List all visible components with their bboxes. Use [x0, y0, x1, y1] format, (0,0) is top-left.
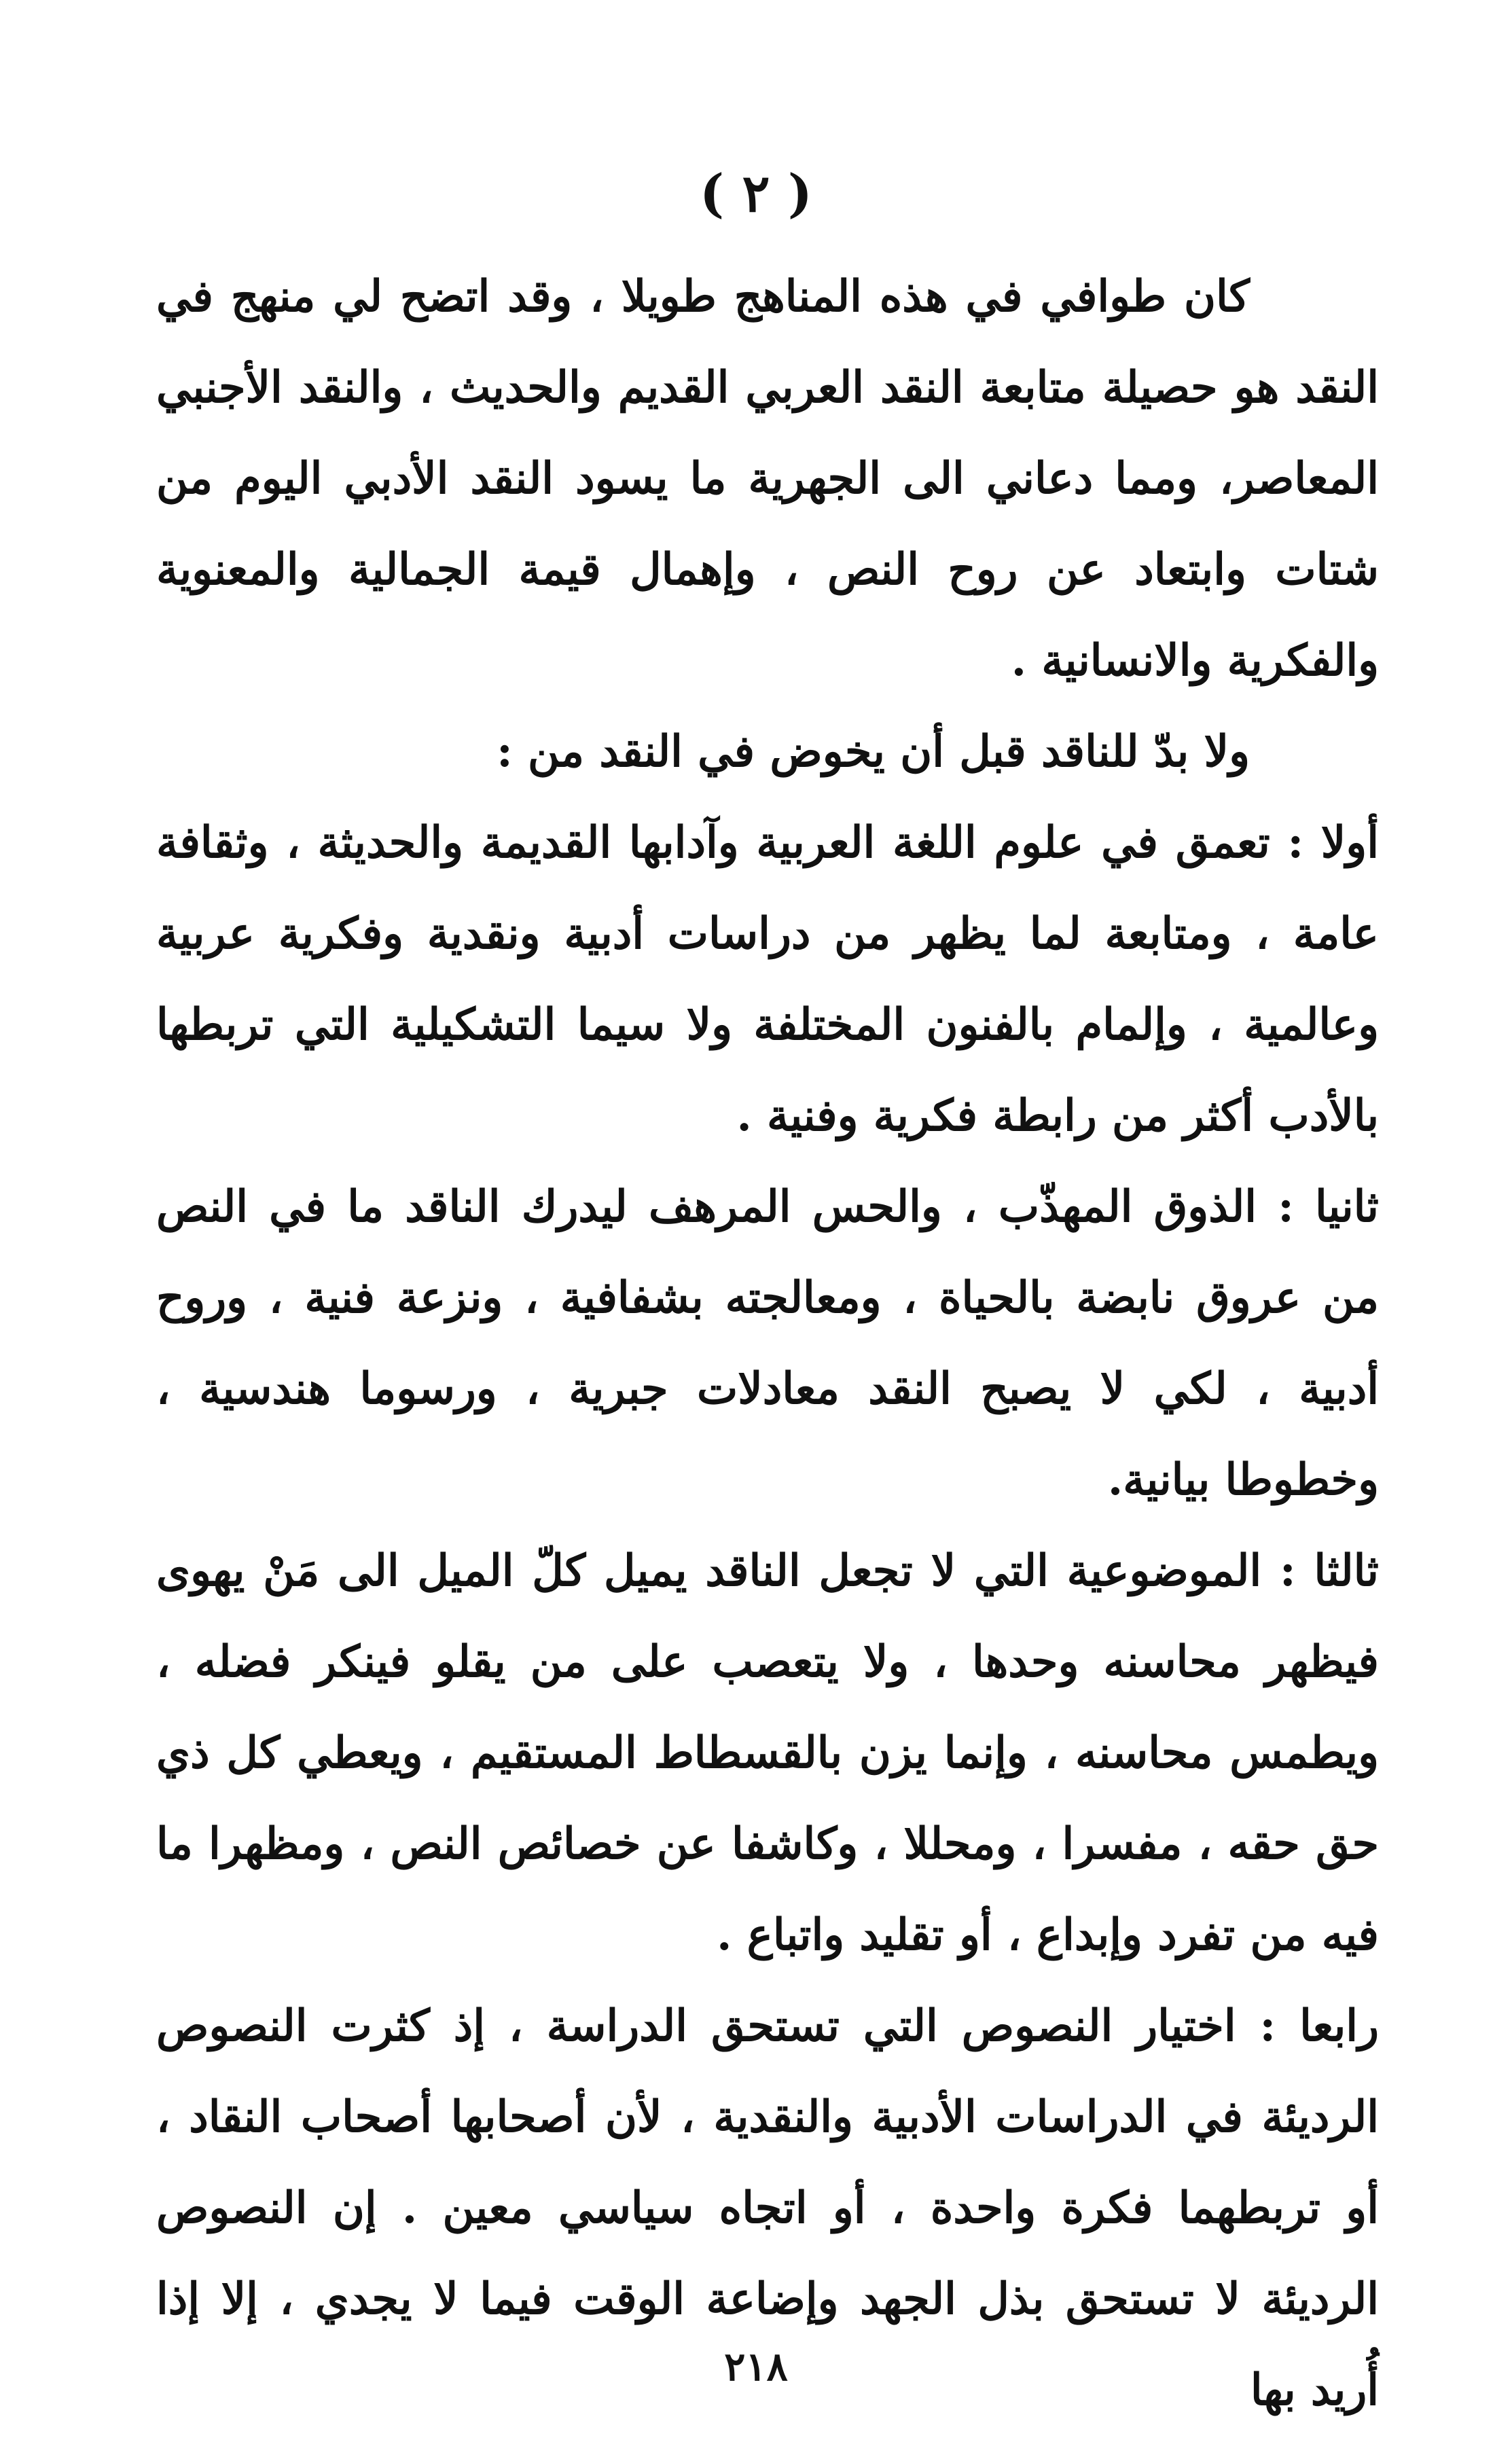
paragraph-third: ثالثا : الموضوعية التي لا تجعل الناقد يميل كلّ الميل الى مَنْ يهوى فيظهر محاسنه وحدها ، ولا يتعصب على من يقلو فينكر فضله ، ويطمس محاسنه ، وإنما يزن بالقسطاط المستقيم ، ويعطي كل ذي حق حقه ، مفسرا ، ومحللا ، وكاشفا عن خصائص النص ، ومظهرا ما فيه من تفرد وإبداع ، أو تقليد واتباع . — [156, 1545, 1380, 1960]
paragraph-intro: كان طوافي في هذه المناهج طويلا ، وقد اتضح لي منهج في النقد هو حصيلة متابعة النقد العربي القديم والحديث ، والنقد الأجنبي المعاصر، ومما دعاني الى الجهرية ما يسود النقد الأدبي اليوم من شتات وابتعاد عن روح النص ، وإهمال قيمة الجمالية والمعنوية والفكرية والانسانية . — [156, 271, 1380, 686]
paragraph-requirements-lead: ولا بدّ للناقد قبل أن يخوض في النقد من : — [497, 726, 1250, 777]
paragraph-fourth: رابعا : اختيار النصوص التي تستحق الدراسة ، إذ كثرت النصوص الرديئة في الدراسات الأدبية والنقدية ، لأن أصحابها أصحاب النقاد ، أو تربطهما فكرة واحدة ، أو اتجاه سياسي معين . إن النصوص الرديئة لا تستحق بذل الجهد وإضاعة الوقت فيما لا يجدي ، إلا إذا أُريد بها — [156, 2001, 1379, 2416]
paragraph-second: ثانيا : الذوق المهذّب ، والحس المرهف ليدرك الناقد ما في النص من عروق نابضة بالحياة ، ومعالجته بشفافية ، ونزعة فنية ، وروح أدبية ، لكي لا يصبح النقد معادلات جبرية ، ورسوما هندسية ، وخطوطا بيانية. — [156, 1181, 1380, 1505]
body-text — [156, 251, 1379, 2436]
paragraph-first: أولا : تعمق في علوم اللغة العربية وآدابها القديمة والحديثة ، وثقافة عامة ، ومتابعة لما يظهر من دراسات أدبية ونقدية وفكرية عربية وعالمية ، وإلمام بالفنون المختلفة ولا سيما التشكيلية التي تربطها بالأدب أكثر من رابطة فكرية وفنية . — [156, 817, 1379, 1141]
section-number: ( ٢ ) — [700, 163, 812, 223]
page-number: ٢١٨ — [724, 2344, 788, 2390]
